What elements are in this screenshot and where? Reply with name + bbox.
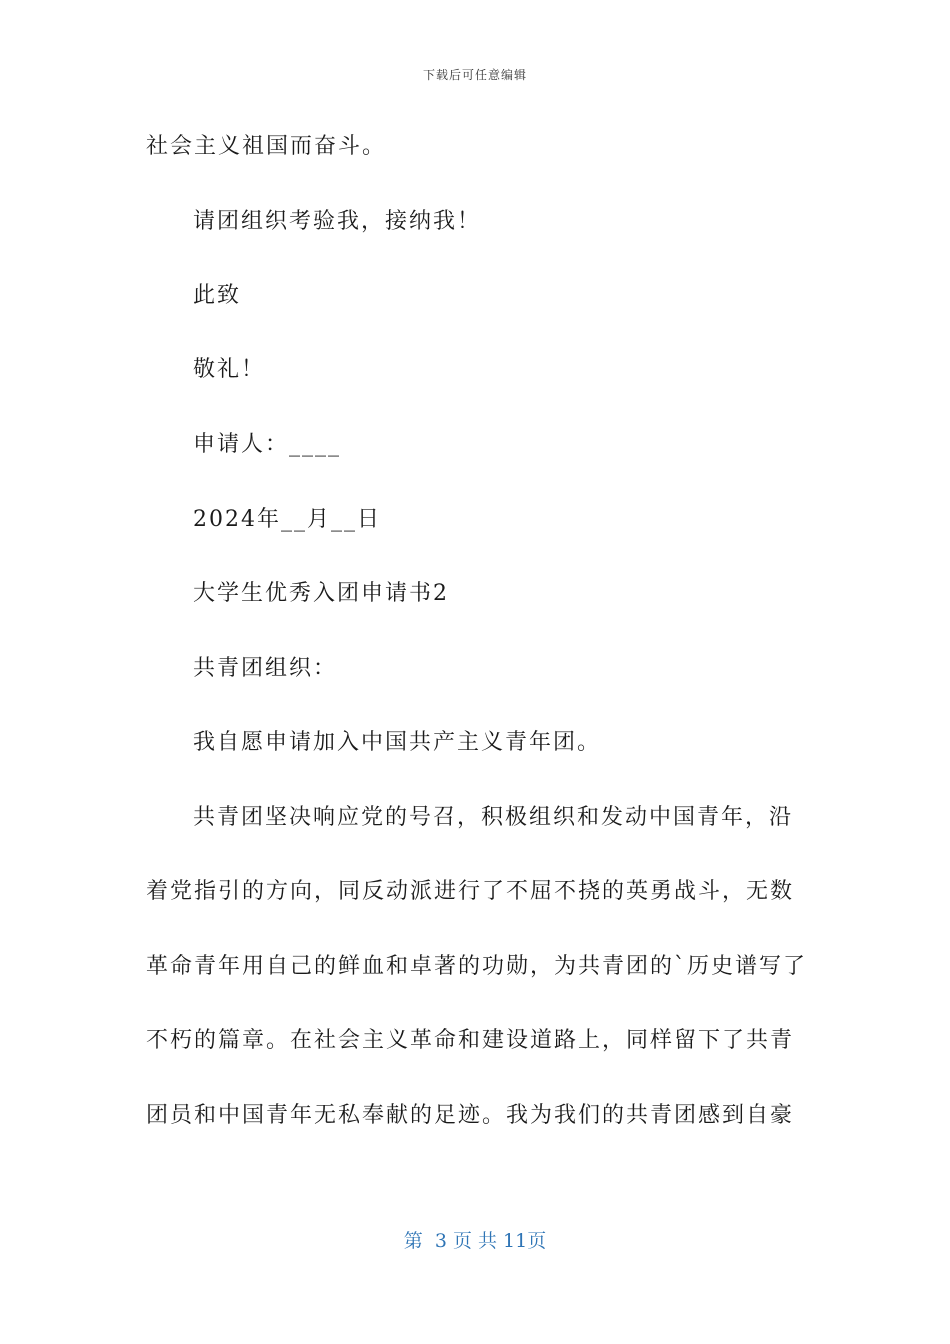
- salutation-line: 此致: [193, 283, 242, 308]
- page-header: 下载后可任意编辑: [422, 68, 527, 82]
- body-line: 我自愿申请加入中国共产主义青年团。: [193, 730, 602, 755]
- body-line: 革命青年用自己的鲜血和卓著的功勋，为共青团的`历史谱写了: [146, 954, 808, 979]
- page-number: 第 3 页 共 11页: [403, 1230, 547, 1252]
- addressee-line: 共青团组织：: [193, 656, 338, 681]
- body-line: 团员和中国青年无私奉献的足迹。我为我们的共青团感到自豪: [146, 1103, 795, 1128]
- body-line: 请团组织考验我，接纳我！: [193, 209, 482, 234]
- body-line: 共青团坚决响应党的号召，积极组织和发动中国青年，沿: [193, 805, 794, 830]
- date-line: 2024年__月__日: [193, 507, 381, 532]
- body-line: 着党指引的方向，同反动派进行了不屈不挠的英勇战斗，无数: [146, 879, 795, 904]
- applicant-line: 申请人：____: [193, 432, 342, 457]
- body-line: 社会主义祖国而奋斗。: [146, 134, 387, 159]
- salutation-line: 敬礼！: [193, 357, 266, 382]
- body-line: 不朽的篇章。在社会主义革命和建设道路上，同样留下了共青: [146, 1028, 795, 1053]
- section-title: 大学生优秀入团申请书2: [193, 581, 449, 606]
